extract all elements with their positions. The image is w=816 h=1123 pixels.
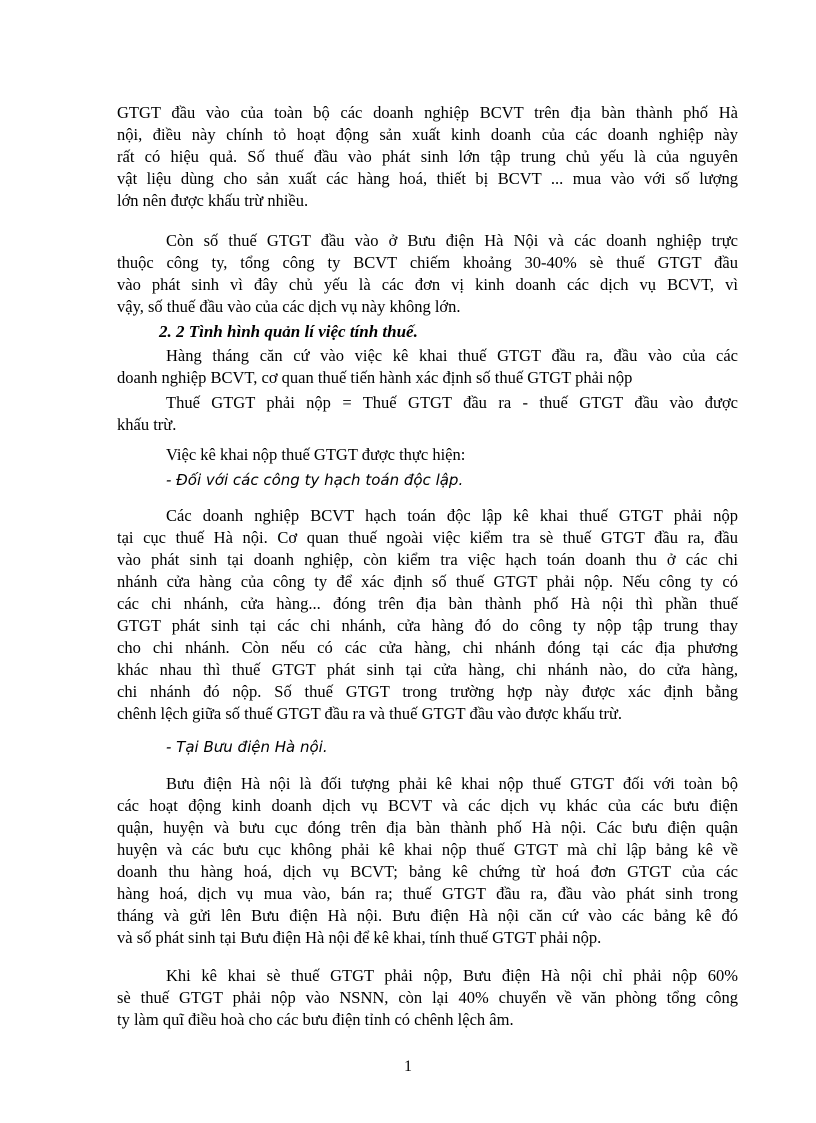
paragraph [117,102,738,212]
section-heading: 2. 2 Tình hình quản lí việc tính thuế. [159,322,418,341]
text-line: và số phát sinh tại Bưu điện Hà nội để kê khai, tính thuế GTGT phải nộp. [117,928,602,947]
text-line: huyện và các bưu cục không phải kê khai nộp thuế GTGT mà chỉ lập bảng kê về [117,840,738,859]
text-line: vào phát sinh vì đây chủ yếu là các đơn vị kinh doanh các dịch vụ BCVT, vì [117,275,738,294]
text-line: chi nhánh đó nộp. Số thuế GTGT trong trường hợp này được xác định bằng [117,682,738,701]
text-line: vậy, số thuế đầu vào của các dịch vụ này không lớn. [117,297,461,316]
text-line: lớn nên được khấu trừ nhiều. [117,191,309,210]
text-line: GTGT đầu vào của toàn bộ các doanh nghiệp BCVT trên địa bàn thành phố Hà [117,103,738,122]
text-line: Việc kê khai nộp thuế GTGT được thực hiện: [166,445,466,464]
text-line: tháng và gửi lên Bưu điện Hà nội. Bưu điện Hà nội căn cứ vào các bảng kê đó [117,906,738,925]
text-line: doanh thu hàng hoá, dịch vụ BCVT; bảng kê chứng từ hoá đơn GTGT của các [117,862,738,881]
paragraph [117,345,738,389]
text-line: các hoạt động kinh doanh dịch vụ BCVT và các dịch vụ khác của các bưu điện [117,796,738,815]
text-line: Thuế GTGT phải nộp = Thuế GTGT đầu ra - thuế GTGT đầu vào được [166,393,738,412]
text-line: doanh nghiệp BCVT, cơ quan thuế tiến hành xác định số thuế GTGT phải nộp [117,368,633,387]
text-line: chênh lệch giữa số thuế GTGT đầu ra và thuế GTGT đầu vào được khấu trừ. [117,704,623,723]
paragraph [117,444,738,466]
document-body [117,102,738,1031]
paragraph [117,505,738,725]
text-line: ty làm quĩ điều hoà cho các bưu điện tỉnh có chênh lệch âm. [117,1010,514,1029]
text-line: cho chi nhánh. Còn nếu có các cửa hàng, chi nhánh đóng tại các địa phương [117,638,738,657]
text-line: vào phát sinh tại doanh nghiệp, còn kiểm tra việc hạch toán doanh thu ở các chi [117,550,738,569]
paragraph [117,965,738,1031]
text-line: sè thuế GTGT phải nộp vào NSNN, còn lại 40% chuyển về văn phòng tổng công [117,988,738,1007]
subsection-label: - Đối với các công ty hạch toán độc lập. [166,471,464,489]
text-line: Bưu điện Hà nội là đối tượng phải kê khai nộp thuế GTGT đối với toàn bộ [166,774,738,793]
text-line: vật liệu dùng cho sản xuất các hàng hoá, thiết bị BCVT ... mua vào với số lượng [117,169,738,188]
text-line: thuộc công ty, tổng công ty BCVT chiếm khoảng 30-40% sè thuế GTGT đầu [117,253,738,272]
text-line: nội, điều này chính tỏ hoạt động sản xuất kinh doanh của các doanh nghiệp này [117,125,738,144]
page-number: 1 [404,1058,412,1075]
text-line: khấu trừ. [117,415,177,434]
subsection-label: - Tại Bưu điện Hà nội. [166,738,328,756]
text-line: nhánh cửa hàng của công ty để xác định số thuế GTGT phải nộp. Nếu công ty có [117,572,738,591]
text-line: các chi nhánh, cửa hàng... đóng trên địa bàn thành phố Hà nội thì phần thuế [117,594,738,613]
paragraph [117,230,738,318]
paragraph [117,392,738,436]
text-line: Còn số thuế GTGT đầu vào ở Bưu điện Hà Nội và các doanh nghiệp trực [166,231,738,250]
text-line: quận, huyện và bưu cục đóng trên địa bàn thành phố Hà nội. Các bưu điện quận [117,818,738,837]
text-line: khác nhau thì thuế GTGT phát sinh tại cửa hàng, chi nhánh nào, do cửa hàng, [117,660,738,679]
text-line: GTGT phát sinh tại các chi nhánh, cửa hàng đó do công ty nộp tập trung thay [117,616,738,635]
text-line: rất có hiệu quả. Số thuế đầu vào phát sinh lớn tập trung chủ yếu là của nguyên [117,147,738,166]
paragraph [117,773,738,949]
text-line: Khi kê khai sè thuế GTGT phải nộp, Bưu điện Hà nội chỉ phải nộp 60% [166,966,738,985]
text-line: hàng hoá, dịch vụ mua vào, bán ra; thuế GTGT đầu ra, đầu vào phát sinh trong [117,884,738,903]
text-line: Các doanh nghiệp BCVT hạch toán độc lập kê khai thuế GTGT phải nộp [166,506,738,525]
text-line: Hàng tháng căn cứ vào việc kê khai thuế GTGT đầu ra, đầu vào của các [166,346,738,365]
text-line: tại cục thuế Hà nội. Cơ quan thuế ngoài việc kiểm tra sè thuế GTGT đầu ra, đầu [117,528,738,547]
